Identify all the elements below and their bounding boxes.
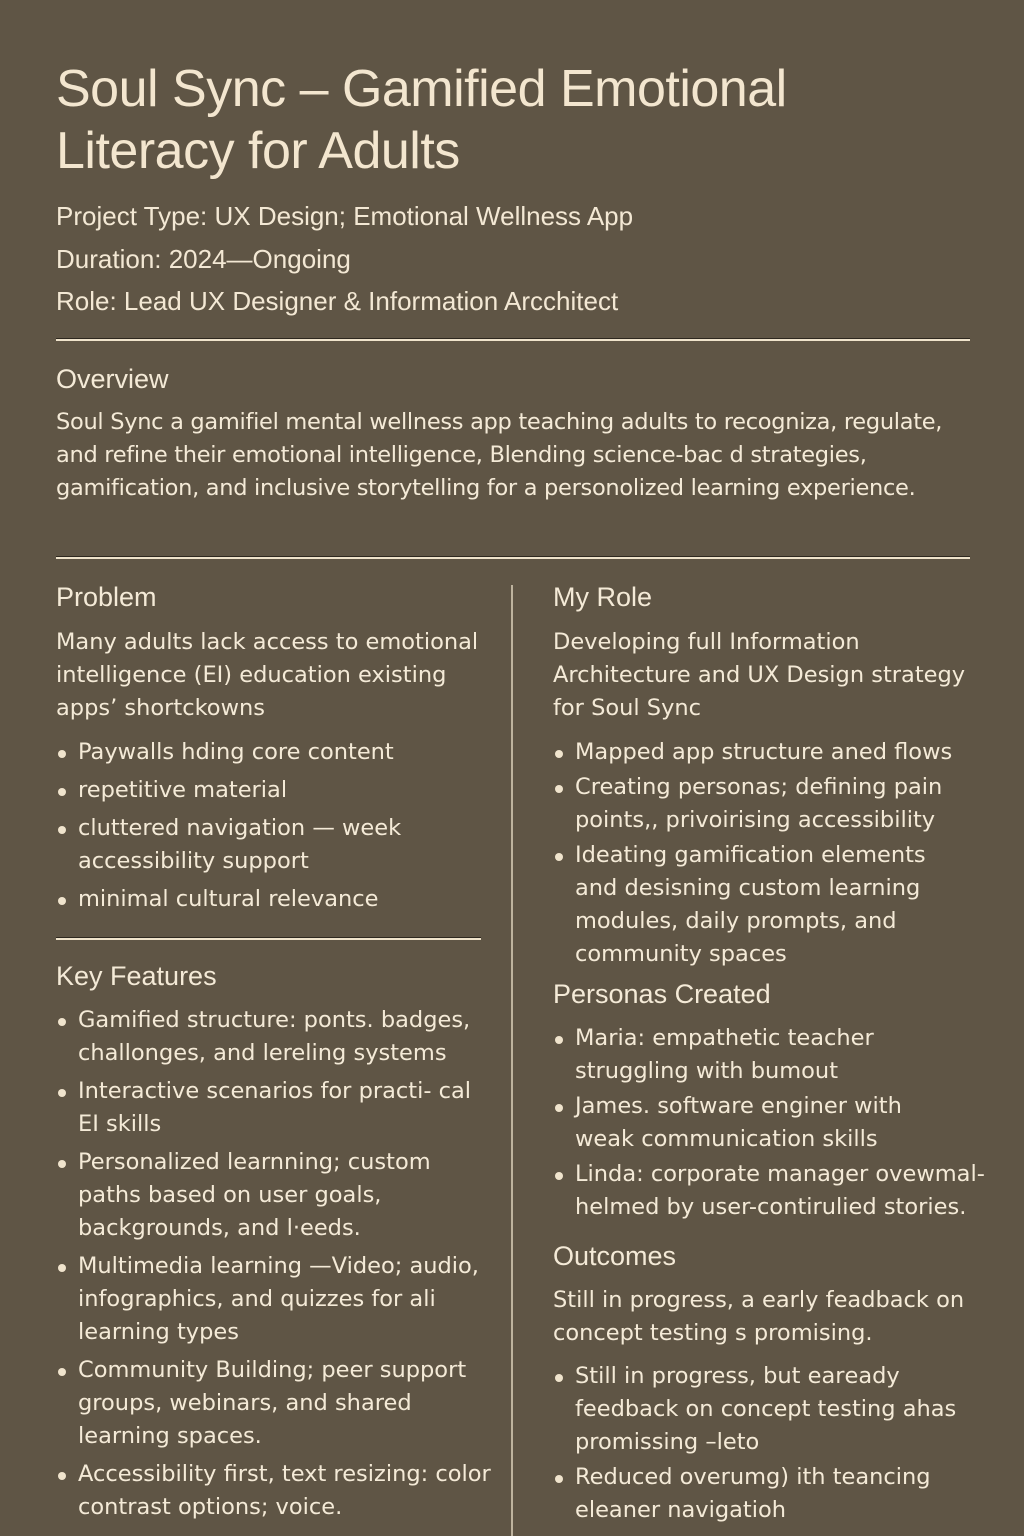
list-item: repetitive material — [56, 774, 506, 807]
key-features-heading: Key Features — [56, 961, 217, 991]
list-item: cluttered navigation — week accessibility support — [56, 812, 438, 878]
overview-text: Soul Sync a gamifiel mental wellness app teaching adults to recogniza, regulate, and refine their emotional intelligence, Blending science-bac d strategies, gamification, and inclusive storytelling for a personolized learning experience. — [56, 409, 943, 501]
outcomes-list — [553, 1360, 1003, 1527]
list-item: Linda: corporate manager ovewmal- helmed by user-contirulied stories. — [553, 1158, 1013, 1224]
key-features-list — [56, 1004, 506, 1524]
divider — [56, 938, 481, 940]
list-item: Personalized learnning; custom paths based on user goals, backgrounds, and l·eeds. — [56, 1146, 478, 1245]
list-item: Multimedia learning —Video; audio, infographics, and quizzes for ali learning types — [56, 1250, 506, 1349]
outcomes-text: Still in progress, a early feadback on concept testing s promising. — [553, 1287, 965, 1346]
divider — [56, 339, 970, 341]
personas-heading: Personas Created — [553, 979, 771, 1009]
personas-list — [553, 1022, 1013, 1224]
list-item: Interactive scenarios for practi- cal EI skills — [56, 1075, 478, 1141]
role: Role: Lead UX Designer & Information Arcchitect — [56, 286, 619, 316]
list-item: Ideating gamification elements and desisning custom learning modules, daily prompts, and community spaces — [553, 839, 975, 971]
problem-list — [56, 736, 506, 916]
my-role-list — [553, 736, 1003, 971]
list-item: Reduced overumg) ith teancing eleaner navigatioh — [553, 1461, 975, 1527]
outcomes-heading: Outcomes — [553, 1241, 677, 1271]
column-divider — [511, 585, 513, 1536]
page-title: Soul Sync – Gamified Emotional Literacy for Adults — [56, 60, 787, 180]
list-item: Maria: empathetic teacher struggling with bumout — [553, 1022, 925, 1088]
list-item: James. software enginer with weak communication skills — [553, 1090, 965, 1156]
my-role-text: Developing full Information Architecture and UX Design strategy for Soul Sync — [553, 629, 966, 721]
duration: Duration: 2024—Ongoing — [56, 244, 351, 274]
list-item: Community Building; peer support groups, webinars, and shared learning spaces. — [56, 1354, 498, 1453]
project-type: Project Type: UX Design; Emotional Wellness App — [56, 201, 634, 231]
problem-heading: Problem — [56, 582, 157, 612]
list-item: Paywalls hding core content — [56, 736, 506, 769]
list-item: Accessibility first, text resizing: color contrast options; voice. — [56, 1458, 506, 1524]
divider — [56, 557, 970, 559]
my-role-heading: My Role — [553, 582, 653, 612]
list-item: Mapped app structure aned flows — [553, 736, 1003, 769]
list-item: Still in progress, but earеady feedback on concept testing ahas promissing –leto — [553, 1360, 1003, 1459]
list-item: Gamified structure: ponts. badges, challonges, and lereling systems — [56, 1004, 506, 1070]
problem-text: Many adults lack access to emotional intelligence (EI) education existing apps’ shortckowns — [56, 629, 479, 721]
overview-heading: Overview — [56, 364, 169, 394]
list-item: Creating personas; defining pain points,, privoirising accessibility — [553, 771, 995, 837]
list-item: minimal cultural relevance — [56, 883, 506, 916]
